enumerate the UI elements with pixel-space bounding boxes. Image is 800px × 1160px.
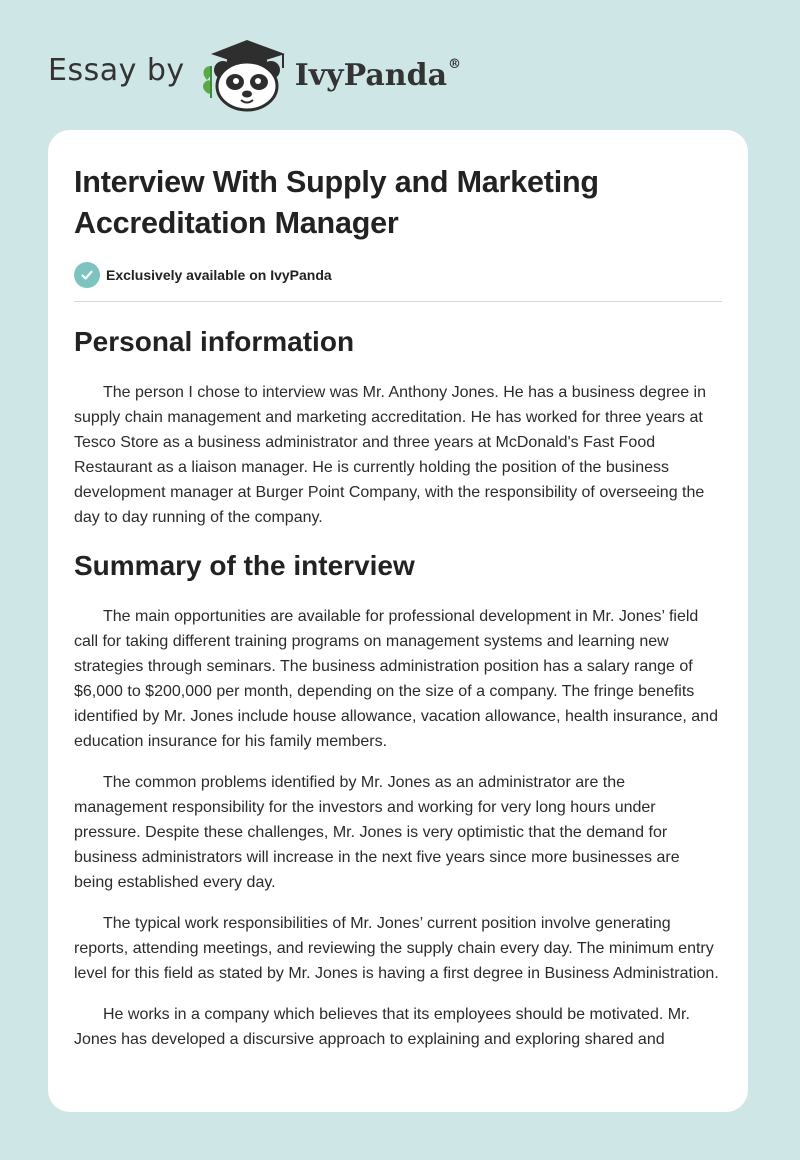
essay-card [48, 130, 748, 1112]
paragraph: He works in a company which believes that its employees should be motivated. Mr. Jones has developed a discursive approach to explaining and exploring shared and [74, 1006, 690, 1048]
brand-name[interactable] [295, 58, 461, 93]
site-header [48, 36, 461, 112]
paragraph: The typical work responsibilities of Mr. Jones’ current position involve generating reports, attending meetings, and reviewing the supply chain every day. The minimum entry level for this field as stated by Mr. Jones is having a first degree in Business Administration. [74, 915, 719, 982]
title-divider [74, 301, 722, 302]
paragraph: The main opportunities are available for professional development in Mr. Jones’ field call for taking different training programs on management systems and learning new strategies through seminars. The business administration position has a salary range of $6,000 to $200,000 per month, depending on the size of a company. The fringe benefits identified by Mr. Jones include house allowance, vacation allowance, health insurance, and education insurance for his family members. [74, 608, 718, 750]
registered-mark: ® [448, 56, 462, 72]
exclusive-label: Exclusively available on IvyPanda [106, 267, 332, 283]
section-heading-summary: Summary of the interview [74, 550, 415, 581]
section-heading-personal-information: Personal information [74, 326, 355, 357]
brand-label: IvyPanda [294, 57, 448, 93]
essay-by-label: Essay by [48, 52, 185, 88]
page-title: Interview With Supply and Marketing Accreditation Manager [74, 165, 599, 240]
exclusive-badge [74, 262, 722, 288]
panda-logo-icon[interactable] [199, 36, 291, 112]
paragraph: The person I chose to interview was Mr. Anthony Jones. He has a business degree in supply chain management and marketing accreditation. He has worked for three years at Tesco Store as a business administrator and three years at McDonald's Fast Food Restaurant as a liaison manager. He is currently holding the position of the business development manager at Burger Point Company, with the responsibility of overseeing the day to day running of the company. [74, 384, 706, 526]
paragraph: The common problems identified by Mr. Jones as an administrator are the management responsibility for the investors and working for very long hours under pressure. Despite these challenges, Mr. Jones is very optimistic that the demand for business administrators will increase in the next five years since more businesses are being established every day. [74, 774, 680, 891]
check-icon [74, 262, 100, 288]
